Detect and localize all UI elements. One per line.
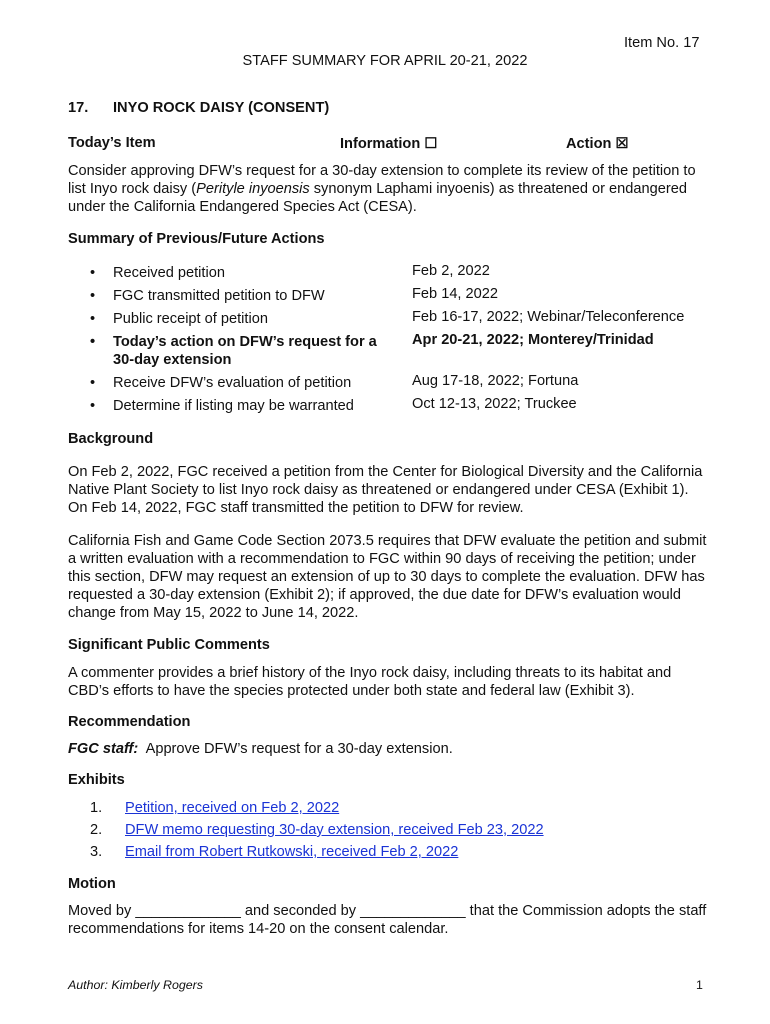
recommendation-line (68, 740, 708, 758)
summary-title: STAFF SUMMARY FOR APRIL 20-21, 2022 (242, 53, 528, 69)
recommendation-heading: Recommendation (68, 714, 191, 730)
intro-text-1: Consider approving DFW’s request for a 30-day extension to complete its review of the petition to list Inyo rock daisy ( (68, 163, 696, 197)
background-heading: Background (68, 431, 154, 447)
species-name: Perityle inyoensis (196, 181, 310, 197)
section-title: INYO ROCK DAISY (CONSENT) (113, 100, 330, 116)
exhibit-number: 2. (90, 822, 103, 838)
exhibit-item (90, 797, 544, 819)
intro-text-2: synonym Laphami inyoenis) as threatened or endangered under the California Endangered Species Act (CESA). (68, 181, 687, 215)
actions-list (90, 264, 380, 415)
page-number: 1 (696, 978, 703, 992)
motion-heading: Motion (68, 876, 116, 892)
comments-paragraph: A commenter provides a brief history of the Inyo rock daisy, including threats to its habitat and CBD’s efforts to have the species protected under both state and federal law (Exhibit 3). (68, 665, 672, 699)
item-number: Item No. 17 (624, 35, 700, 51)
exhibit-number: 1. (90, 800, 103, 816)
exhibit-number: 3. (90, 844, 103, 860)
intro-paragraph (68, 162, 708, 216)
exhibit-link-3[interactable]: Email from Robert Rutkowski, received Feb 2, 2022 (125, 844, 459, 860)
action-date: Feb 2, 2022 (412, 263, 490, 279)
actions-heading: Summary of Previous/Future Actions (68, 231, 325, 247)
action-item-current: • Today’s action on DFW’s request for a 30-day extension (90, 333, 380, 369)
comments-heading: Significant Public Comments (68, 637, 270, 653)
background-paragraph-1: On Feb 2, 2022, FGC received a petition from the Center for Biological Diversity and the California Native Plant Society to list Inyo rock daisy as threatened or endangered under CESA (Exhibit 1). On Feb 14, 2022, FGC staff transmitted the petition to DFW for review. (68, 464, 703, 516)
exhibit-item (90, 819, 544, 841)
exhibit-item (90, 841, 544, 863)
section-number: 17. (68, 100, 89, 116)
background-paragraph-2: California Fish and Game Code Section 2073.5 requires that DFW evaluate the petition and submit a written evaluation with a recommendation to FGC within 90 days of receiving the petition; under this section, DFW may request an extension of up to 30 days to complete the evaluation. DFW has requested a 30-day extension (Exhibit 2); if approved, the due date for DFW’s evaluation would change from May 15, 2022 to June 14, 2022. (68, 533, 707, 621)
information-checkbox: Information ☐ (340, 136, 438, 152)
exhibit-link-1[interactable]: Petition, received on Feb 2, 2022 (125, 800, 340, 816)
action-item: • Determine if listing may be warranted (90, 397, 380, 415)
action-item: • Receive DFW’s evaluation of petition (90, 374, 380, 392)
action-item: • Public receipt of petition (90, 310, 380, 328)
exhibits-heading: Exhibits (68, 772, 125, 788)
action-checkbox: Action ☒ (566, 136, 629, 152)
action-item: • FGC transmitted petition to DFW (90, 287, 380, 305)
todays-item-label: Today’s Item (68, 135, 156, 151)
action-date-current: Apr 20-21, 2022; Monterey/Trinidad (412, 332, 654, 348)
recommendation-text: Approve DFW’s request for a 30-day extension. (145, 741, 453, 757)
action-date: Feb 16-17, 2022; Webinar/Teleconference (412, 309, 685, 325)
recommendation-label: FGC staff: (68, 741, 139, 757)
action-date: Aug 17-18, 2022; Fortuna (412, 373, 579, 389)
footer-author: Author: Kimberly Rogers (68, 978, 203, 992)
exhibits-list (90, 797, 544, 863)
exhibit-link-2[interactable]: DFW memo requesting 30-day extension, received Feb 23, 2022 (125, 822, 544, 838)
action-date: Feb 14, 2022 (412, 286, 499, 302)
action-date: Oct 12-13, 2022; Truckee (412, 396, 577, 412)
action-item: • Received petition (90, 264, 380, 282)
motion-paragraph: Moved by _____________ and seconded by _____________ that the Commission adopts the staff recommendations for items 14-20 on the consent calendar. (68, 903, 707, 937)
